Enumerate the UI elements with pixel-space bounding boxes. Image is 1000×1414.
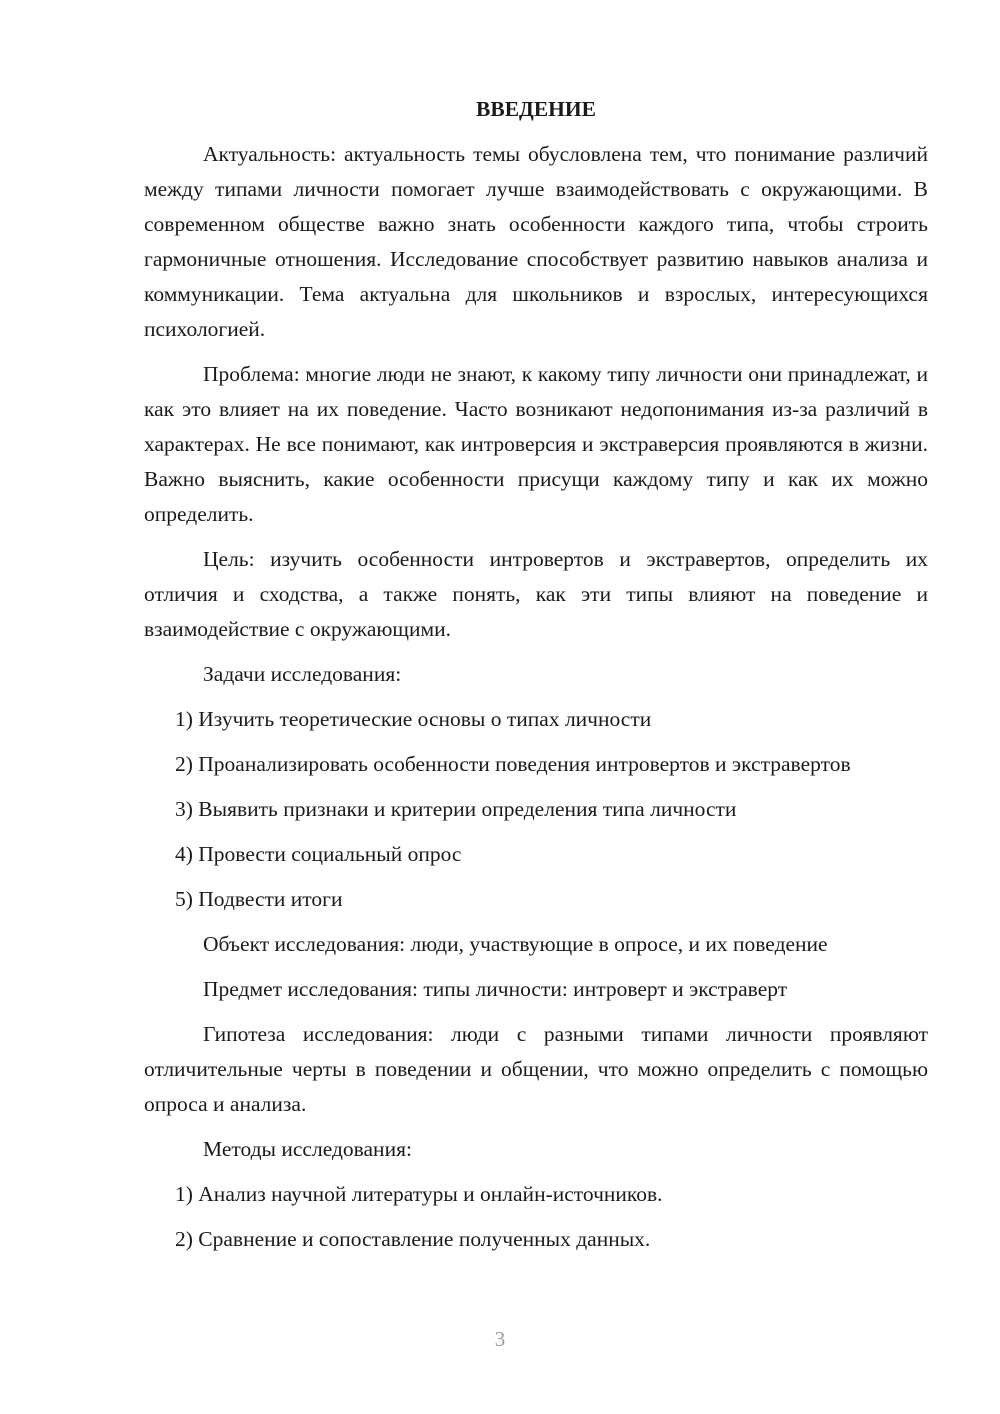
section-heading: ВВЕДЕНИЕ xyxy=(476,97,596,121)
method-item: 2) Сравнение и сопоставление полученных данных. xyxy=(175,1227,651,1251)
tasks-label: Задачи исследования: xyxy=(203,662,402,686)
task-item: 1) Изучить теоретические основы о типах личности xyxy=(175,707,652,731)
problem-paragraph: Проблема: многие люди не знают, к какому типу личности они принадлежат, и как это влияет на их поведение. Часто возникают недопонимания из-за различий в характерах. Не все понимают, как интроверсия и экстраверсия проявляются в жизни. Важно выяснить, какие особенности присущи каждому типу и как их можно определить. xyxy=(144,362,928,526)
method-item: 1) Анализ научной литературы и онлайн-источников. xyxy=(175,1182,663,1206)
object-paragraph: Объект исследования: люди, участвующие в опросе, и их поведение xyxy=(203,932,828,956)
page-number: 3 xyxy=(494,1327,506,1351)
goal-paragraph: Цель: изучить особенности интровертов и экстравертов, определить их отличия и сходства, а также понять, как эти типы влияют на поведение и взаимодействие с окружающими. xyxy=(144,547,928,641)
relevance-paragraph: Актуальность: актуальность темы обусловлена тем, что понимание различий между типами личности помогает лучше взаимодействовать с окружающими. В современном обществе важно знать особенности каждого типа, чтобы строить гармоничные отношения. Исследование способствует развитию навыков анализа и коммуникации. Тема актуальна для школьников и взрослых, интересующихся психологией. xyxy=(144,142,928,341)
task-item: 2) Проанализировать особенности поведения интровертов и экстравертов xyxy=(175,752,851,776)
task-item: 4) Провести социальный опрос xyxy=(175,842,462,866)
subject-paragraph: Предмет исследования: типы личности: интроверт и экстраверт xyxy=(203,977,788,1001)
task-item: 3) Выявить признаки и критерии определения типа личности xyxy=(175,797,737,821)
task-item: 5) Подвести итоги xyxy=(175,887,343,911)
document-page xyxy=(144,92,928,1267)
methods-label: Методы исследования: xyxy=(203,1137,412,1161)
hypothesis-paragraph: Гипотеза исследования: люди с разными типами личности проявляют отличительные черты в поведении и общении, что можно определить с помощью опроса и анализа. xyxy=(144,1022,928,1116)
